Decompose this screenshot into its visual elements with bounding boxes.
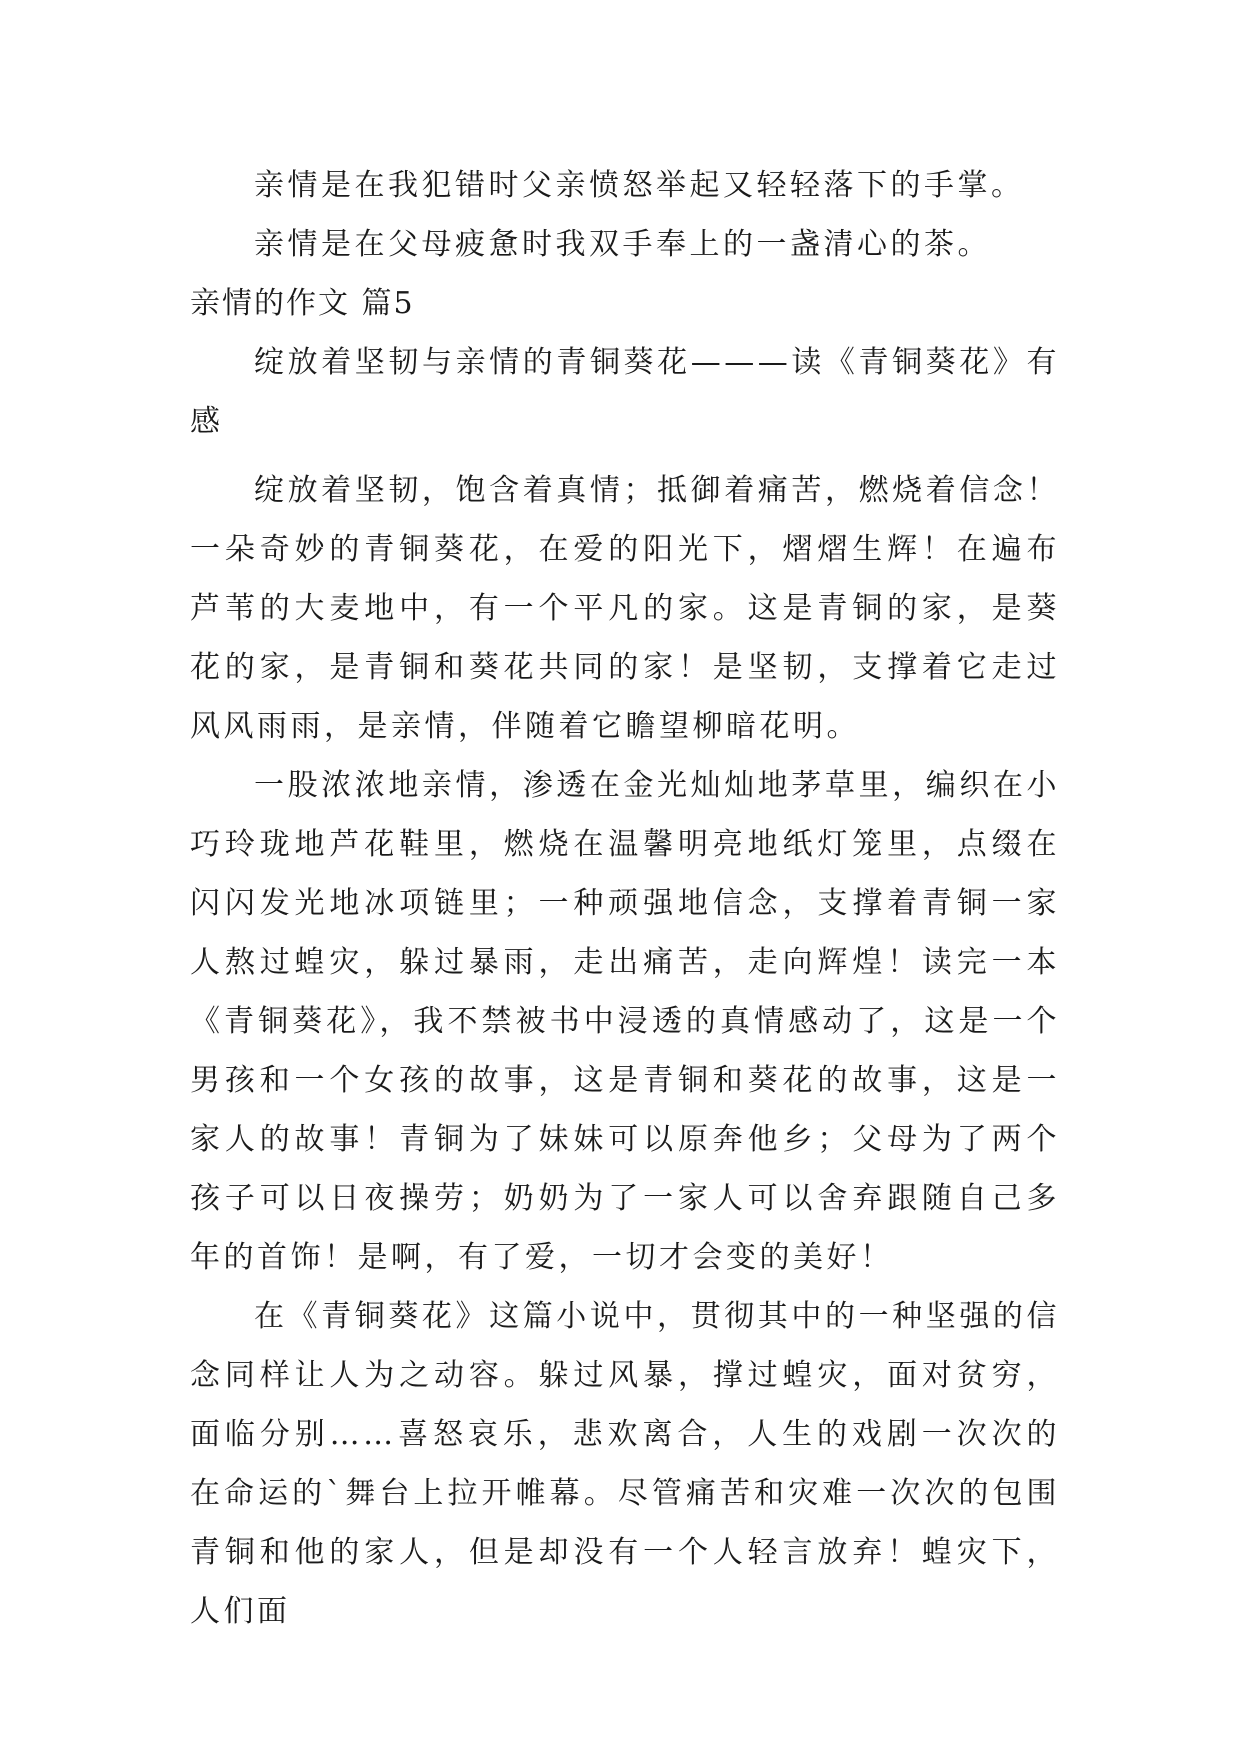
section-heading: 亲情的作文 篇5 — [190, 286, 415, 321]
paragraph-2: 一股浓浓地亲情，渗透在金光灿灿地茅草里，编织在小巧玲珑地芦花鞋里，燃烧在温馨明亮地纸灯笼里，点缀在闪闪发光地冰项链里；一种顽强地信念，支撑着青铜一家人熬过蝗灾，躲过暴雨，走出痛苦，走向辉煌！读完一本《青铜葵花》，我不禁被书中浸透的真情感动了，这是一个男孩和一个女孩的故事，这是青铜和葵花的故事，这是一家人的故事！青铜为了妹妹可以原奔他乡；父母为了两个孩子可以日夜操劳；奶奶为了一家人可以舍弃跟随自己多年的首饰！是啊，有了爱，一切才会变的美好！ — [190, 768, 1060, 1275]
essay-subtitle: 绽放着坚韧与亲情的青铜葵花———读《青铜葵花》有感 — [190, 345, 1060, 439]
paragraph-3: 在《青铜葵花》这篇小说中，贯彻其中的一种坚强的信念同样让人为之动容。躲过风暴，撑过蝗灾，面对贫穷，面临分别……喜怒哀乐，悲欢离合，人生的戏剧一次次的在命运的`舞台上拉开帷幕。尽管痛苦和灾难一次次的包围青铜和他的家人，但是却没有一个人轻言放弃！蝗灾下，人们面 — [190, 1299, 1060, 1629]
intro-line-1: 亲情是在我犯错时父亲愤怒举起又轻轻落下的手掌。 — [254, 168, 1025, 203]
paragraph-1: 绽放着坚韧，饱含着真情；抵御着痛苦，燃烧着信念！一朵奇妙的青铜葵花，在爱的阳光下，熠熠生辉！在遍布芦苇的大麦地中，有一个平凡的家。这是青铜的家，是葵花的家，是青铜和葵花共同的家！是坚韧，支撑着它走过风风雨雨，是亲情，伴随着它瞻望柳暗花明。 — [190, 473, 1060, 744]
document-body — [190, 156, 1060, 1641]
intro-line-2: 亲情是在父母疲惫时我双手奉上的一盏清心的茶。 — [254, 227, 991, 262]
